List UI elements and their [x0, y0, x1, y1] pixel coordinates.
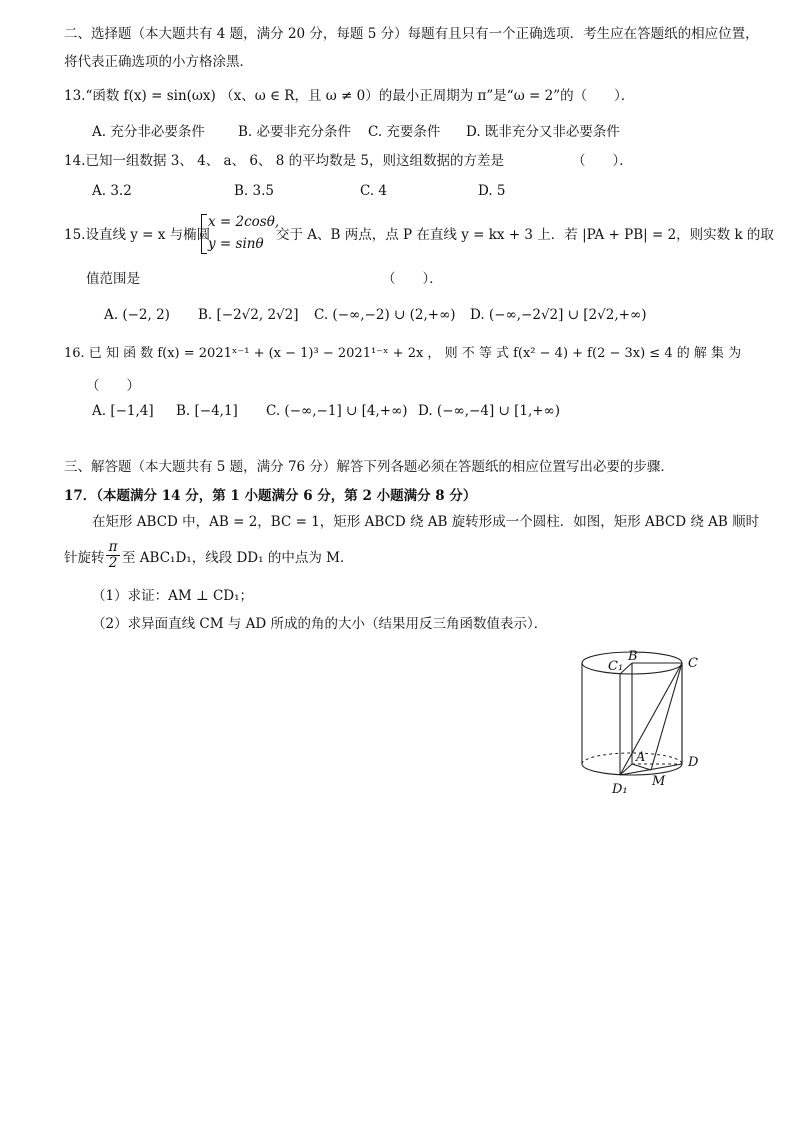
q15-stem-a: 15.设直线 y = x 与椭圆: [64, 227, 211, 243]
q14-option-a: A. 3.2: [92, 183, 132, 199]
q16-stem: 16. 已 知 函 数 f(x) = 2021ˣ⁻¹ + (x − 1)³ − 2021¹⁻ˣ + 2x ， 则 不 等 式 f(x² − 4) + f(2 − 3x) ≤ 4 的 解 集 为: [64, 346, 742, 361]
q17-line2-pre: 针旋转: [64, 550, 105, 566]
q15-stem-b: 交于 A、B 两点，点 P 在直线 y = kx + 3 上．若 |PA + PB| = 2，则实数 k 的取: [276, 227, 774, 243]
q15-option-d: D. (−∞,−2√2] ∪ [2√2,+∞): [470, 307, 647, 323]
fraction-denominator: 2: [106, 555, 120, 571]
segment-CD1: [620, 663, 682, 775]
q13-option-c: C. 充要条件: [368, 124, 441, 140]
q16-option-c: C. (−∞,−1] ∪ [4,+∞): [266, 403, 408, 419]
q15-paren: （ ）．: [382, 271, 443, 287]
q13-option-b: B. 必要非充分条件: [238, 124, 352, 140]
segment-CM: [651, 663, 682, 770]
q17-title: 17．（本题满分 14 分，第 1 小题满分 6 分，第 2 小题满分 8 分）: [64, 488, 477, 504]
q16-option-a: A. [−1,4]: [92, 403, 154, 419]
q14-option-d: D. 5: [478, 183, 506, 199]
q17-line2-post: 至 ABC₁D₁，线段 DD₁ 的中点为 M．: [122, 550, 354, 566]
label-B: B: [628, 649, 638, 664]
q13-option-a: A. 充分非必要条件: [92, 124, 205, 140]
q17-fraction: [106, 540, 120, 571]
fraction-numerator: π: [108, 539, 118, 555]
label-M: M: [652, 774, 666, 789]
cylinder-figure: [570, 640, 720, 805]
section3-header: 三、解答题（本大题共有 5 题，满分 76 分）解答下列各题必须在答题纸的相应位置写出必要的步骤．: [64, 459, 674, 475]
label-D1: D₁: [612, 782, 628, 797]
label-C: C: [688, 656, 698, 671]
q17-line1: 在矩形 ABCD 中，AB = 2，BC = 1，矩形 ABCD 绕 AB 旋转形成一个圆柱．如图，矩形 ABCD 绕 AB 顺时: [92, 514, 760, 530]
q16-option-d: D. (−∞,−4] ∪ [1,+∞): [418, 403, 561, 419]
q15-system-eq2: y = sinθ: [208, 236, 264, 252]
label-C1: C₁: [608, 659, 624, 674]
q15-system-eq1: x = 2cosθ,: [208, 214, 280, 230]
q13-option-d: D. 既非充分又非必要条件: [466, 124, 620, 140]
q15-stem-c: 值范围是: [86, 271, 140, 287]
q15-option-c: C. (−∞,−2) ∪ (2,+∞): [314, 307, 456, 323]
label-D: D: [688, 755, 699, 770]
q14-option-c: C. 4: [360, 183, 388, 199]
label-A: A: [636, 750, 646, 765]
q15-option-b: B. [−2√2, 2√2]: [198, 307, 299, 323]
q15-option-a: A. (−2, 2): [104, 307, 170, 323]
q14-paren: （ ）．: [572, 153, 633, 169]
q15-system-brace: [201, 214, 207, 254]
q16-paren: （ ）: [86, 378, 140, 394]
q17-part1: （1）求证：AM ⊥ CD₁；: [92, 588, 254, 604]
section2-header-line1: 二、选择题（本大题共有 4 题，满分 20 分，每题 5 分）每题有且只有一个正确选项．考生应在答题纸的相应位置，: [64, 26, 759, 42]
q13-stem: 13.“函数 f(x) = sin(ωx) （x、ω ∈ R，且 ω ≠ 0）的最小正周期为 π”是“ω = 2”的（ ）．: [64, 88, 635, 104]
q14-option-b: B. 3.5: [234, 183, 274, 199]
q16-option-b: B. [−4,1]: [176, 403, 238, 419]
section2-header-line2: 将代表正确选项的小方格涂黑．: [64, 54, 253, 70]
q14-stem: 14.已知一组数据 3、 4、 a、 6、 8 的平均数是 5，则这组数据的方差是: [64, 153, 505, 169]
q17-part2: （2）求异面直线 CM 与 AD 所成的角的大小（结果用反三角函数值表示）．: [92, 616, 548, 632]
